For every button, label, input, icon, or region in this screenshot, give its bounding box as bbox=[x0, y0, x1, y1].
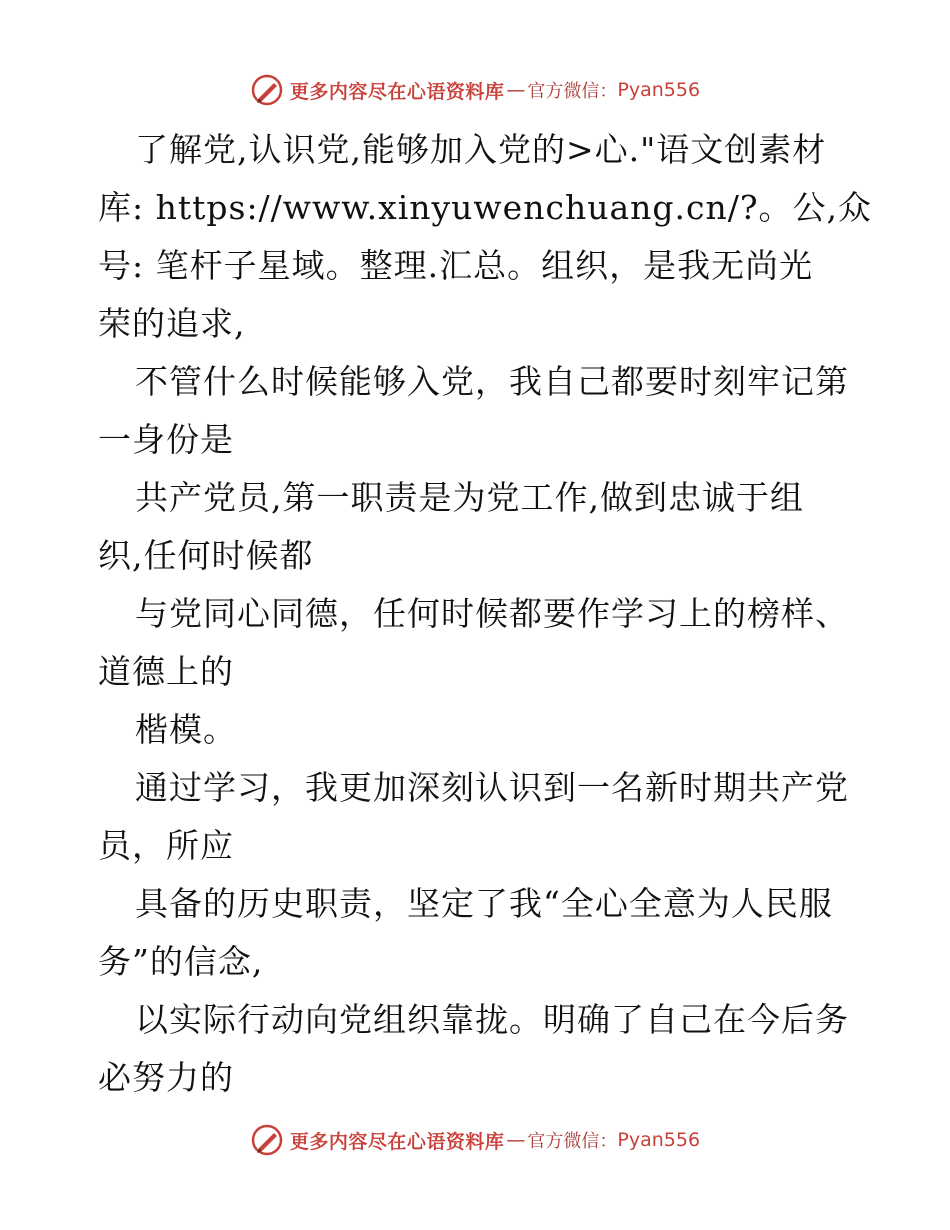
text-line: 库: https://www.xinyuwenchuang.cn/?。公,众 bbox=[98, 188, 873, 227]
banner-brand: 更多内容尽在心语资料库 bbox=[289, 1130, 505, 1153]
text-line: 必努力的 bbox=[98, 1058, 234, 1097]
banner-separator: — bbox=[506, 79, 526, 101]
footer-banner bbox=[0, 1120, 950, 1160]
text-line: 共产党员,第一职责是为党工作,做到忠诚于组 bbox=[135, 478, 804, 517]
banner-separator: — bbox=[506, 1129, 526, 1151]
text-line: 号: 笔杆子星域。整理.汇总。组织，是我无尚光 bbox=[98, 246, 814, 285]
text-line: 不管什么时候能够入党，我自己都要时刻牢记第 bbox=[135, 362, 849, 401]
banner-account: Pyan556 bbox=[617, 1129, 701, 1151]
text-line: 员，所应 bbox=[98, 826, 234, 865]
text-line: 具备的历史职责，坚定了我“全心全意为人民服 bbox=[135, 884, 833, 923]
text-line: 了解党,认识党,能够加入党的>心."语文创素材 bbox=[135, 130, 827, 169]
text-line: 楷模。 bbox=[135, 710, 237, 749]
banner-wechat-label: 官方微信： bbox=[527, 1131, 618, 1152]
text-line: 织,任何时候都 bbox=[98, 536, 314, 575]
text-line: 与党同心同德，任何时候都要作学习上的榜样、 bbox=[135, 594, 849, 633]
text-line: 道德上的 bbox=[98, 652, 234, 691]
banner-brand: 更多内容尽在心语资料库 bbox=[289, 80, 505, 103]
text-line: 以实际行动向党组织靠拢。明确了自己在今后务 bbox=[135, 1000, 849, 1039]
text-line: 通过学习，我更加深刻认识到一名新时期共产党 bbox=[135, 768, 849, 807]
header-banner bbox=[0, 70, 950, 110]
text-line: 务”的信念, bbox=[98, 942, 264, 981]
banner-wechat-label: 官方微信： bbox=[527, 81, 618, 102]
document-body bbox=[98, 121, 898, 1107]
text-line: 荣的追求, bbox=[98, 304, 246, 343]
pen-logo-icon bbox=[250, 1123, 284, 1157]
banner-account: Pyan556 bbox=[617, 79, 701, 101]
pen-logo-icon bbox=[250, 73, 284, 107]
text-line: 一身份是 bbox=[98, 420, 234, 459]
